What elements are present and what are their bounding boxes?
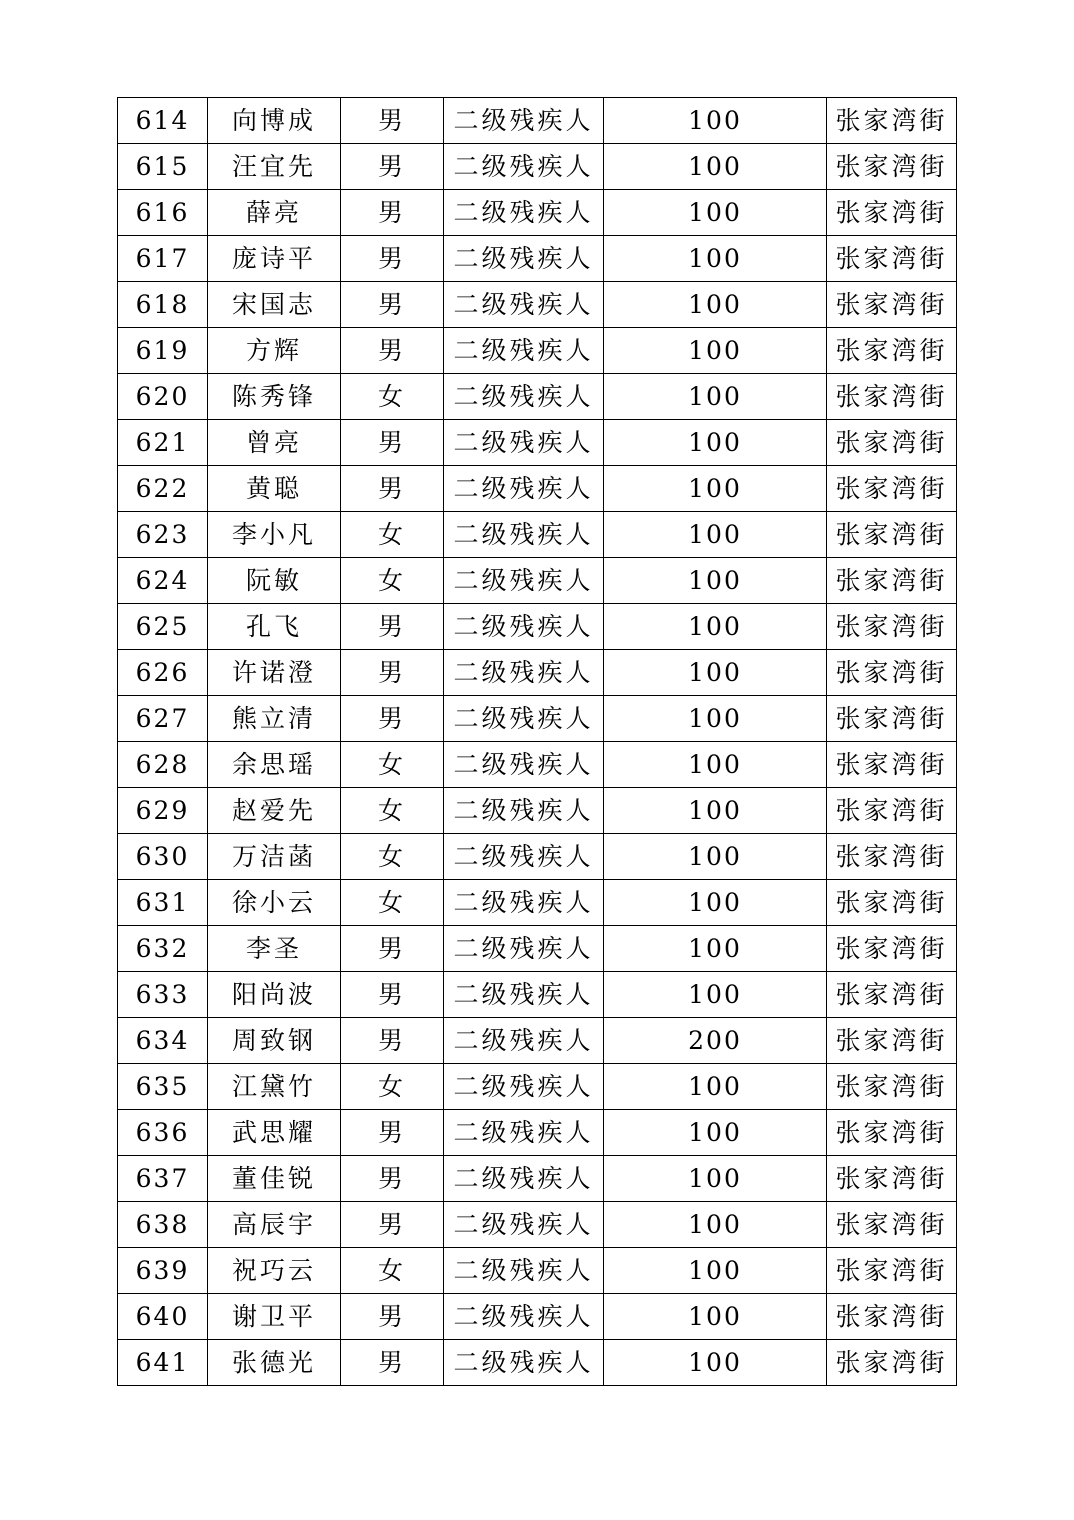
row-number-cell: 629 xyxy=(118,788,208,834)
name-cell: 向博成 xyxy=(208,98,341,144)
name-cell: 祝巧云 xyxy=(208,1248,341,1294)
sex-cell: 女 xyxy=(341,742,444,788)
disability-level-cell: 二级残疾人 xyxy=(444,1156,604,1202)
row-number-cell: 622 xyxy=(118,466,208,512)
disability-level-cell: 二级残疾人 xyxy=(444,1340,604,1386)
sex-cell: 男 xyxy=(341,144,444,190)
sex-cell: 男 xyxy=(341,1340,444,1386)
sex-cell: 男 xyxy=(341,1018,444,1064)
name-cell: 阳尚波 xyxy=(208,972,341,1018)
sex-cell: 女 xyxy=(341,834,444,880)
row-number-cell: 628 xyxy=(118,742,208,788)
sex-cell: 男 xyxy=(341,420,444,466)
name-cell: 方辉 xyxy=(208,328,341,374)
street-cell: 张家湾街 xyxy=(827,558,957,604)
street-cell: 张家湾街 xyxy=(827,1156,957,1202)
name-cell: 万洁菡 xyxy=(208,834,341,880)
disability-level-cell: 二级残疾人 xyxy=(444,282,604,328)
row-number-cell: 639 xyxy=(118,1248,208,1294)
row-number-cell: 615 xyxy=(118,144,208,190)
row-number-cell: 620 xyxy=(118,374,208,420)
sex-cell: 女 xyxy=(341,558,444,604)
disability-level-cell: 二级残疾人 xyxy=(444,834,604,880)
table-row xyxy=(118,1064,957,1110)
sex-cell: 女 xyxy=(341,374,444,420)
street-cell: 张家湾街 xyxy=(827,98,957,144)
sex-cell: 女 xyxy=(341,880,444,926)
sex-cell: 男 xyxy=(341,696,444,742)
disability-level-cell: 二级残疾人 xyxy=(444,328,604,374)
amount-cell: 100 xyxy=(604,420,827,466)
sex-cell: 男 xyxy=(341,604,444,650)
table-row xyxy=(118,742,957,788)
street-cell: 张家湾街 xyxy=(827,1110,957,1156)
sex-cell: 女 xyxy=(341,512,444,558)
table-row xyxy=(118,788,957,834)
amount-cell: 100 xyxy=(604,282,827,328)
name-cell: 阮敏 xyxy=(208,558,341,604)
table-row xyxy=(118,512,957,558)
name-cell: 汪宜先 xyxy=(208,144,341,190)
amount-cell: 100 xyxy=(604,190,827,236)
amount-cell: 100 xyxy=(604,1156,827,1202)
disability-level-cell: 二级残疾人 xyxy=(444,236,604,282)
sex-cell: 男 xyxy=(341,282,444,328)
disability-level-cell: 二级残疾人 xyxy=(444,144,604,190)
table-row xyxy=(118,144,957,190)
table-row xyxy=(118,650,957,696)
disability-level-cell: 二级残疾人 xyxy=(444,880,604,926)
disability-level-cell: 二级残疾人 xyxy=(444,788,604,834)
table-row xyxy=(118,190,957,236)
table-row xyxy=(118,834,957,880)
street-cell: 张家湾街 xyxy=(827,466,957,512)
sex-cell: 男 xyxy=(341,328,444,374)
disability-level-cell: 二级残疾人 xyxy=(444,190,604,236)
street-cell: 张家湾街 xyxy=(827,696,957,742)
amount-cell: 100 xyxy=(604,98,827,144)
table-row xyxy=(118,972,957,1018)
table-row xyxy=(118,236,957,282)
disability-level-cell: 二级残疾人 xyxy=(444,972,604,1018)
amount-cell: 100 xyxy=(604,972,827,1018)
sex-cell: 男 xyxy=(341,972,444,1018)
street-cell: 张家湾街 xyxy=(827,650,957,696)
row-number-cell: 627 xyxy=(118,696,208,742)
table-row xyxy=(118,1018,957,1064)
row-number-cell: 636 xyxy=(118,1110,208,1156)
amount-cell: 100 xyxy=(604,1340,827,1386)
disability-level-cell: 二级残疾人 xyxy=(444,558,604,604)
sex-cell: 男 xyxy=(341,236,444,282)
amount-cell: 100 xyxy=(604,926,827,972)
amount-cell: 100 xyxy=(604,374,827,420)
street-cell: 张家湾街 xyxy=(827,420,957,466)
disability-level-cell: 二级残疾人 xyxy=(444,1294,604,1340)
row-number-cell: 632 xyxy=(118,926,208,972)
street-cell: 张家湾街 xyxy=(827,374,957,420)
amount-cell: 200 xyxy=(604,1018,827,1064)
row-number-cell: 624 xyxy=(118,558,208,604)
table-row xyxy=(118,1248,957,1294)
amount-cell: 100 xyxy=(604,1202,827,1248)
table-row xyxy=(118,98,957,144)
disability-level-cell: 二级残疾人 xyxy=(444,926,604,972)
street-cell: 张家湾街 xyxy=(827,1202,957,1248)
name-cell: 赵爱先 xyxy=(208,788,341,834)
amount-cell: 100 xyxy=(604,834,827,880)
name-cell: 董佳锐 xyxy=(208,1156,341,1202)
name-cell: 庞诗平 xyxy=(208,236,341,282)
name-cell: 武思耀 xyxy=(208,1110,341,1156)
amount-cell: 100 xyxy=(604,650,827,696)
street-cell: 张家湾街 xyxy=(827,604,957,650)
disability-level-cell: 二级残疾人 xyxy=(444,1110,604,1156)
name-cell: 周致钢 xyxy=(208,1018,341,1064)
street-cell: 张家湾街 xyxy=(827,282,957,328)
sex-cell: 男 xyxy=(341,190,444,236)
amount-cell: 100 xyxy=(604,696,827,742)
amount-cell: 100 xyxy=(604,1248,827,1294)
row-number-cell: 633 xyxy=(118,972,208,1018)
row-number-cell: 630 xyxy=(118,834,208,880)
table-row xyxy=(118,328,957,374)
table-row xyxy=(118,558,957,604)
disability-level-cell: 二级残疾人 xyxy=(444,1202,604,1248)
disability-level-cell: 二级残疾人 xyxy=(444,604,604,650)
table-row xyxy=(118,604,957,650)
row-number-cell: 640 xyxy=(118,1294,208,1340)
disability-level-cell: 二级残疾人 xyxy=(444,650,604,696)
row-number-cell: 634 xyxy=(118,1018,208,1064)
name-cell: 张德光 xyxy=(208,1340,341,1386)
table-row xyxy=(118,880,957,926)
street-cell: 张家湾街 xyxy=(827,972,957,1018)
amount-cell: 100 xyxy=(604,558,827,604)
sex-cell: 女 xyxy=(341,788,444,834)
street-cell: 张家湾街 xyxy=(827,1294,957,1340)
row-number-cell: 619 xyxy=(118,328,208,374)
roster-table xyxy=(117,97,957,1386)
name-cell: 余思瑶 xyxy=(208,742,341,788)
amount-cell: 100 xyxy=(604,466,827,512)
amount-cell: 100 xyxy=(604,144,827,190)
table-row xyxy=(118,1202,957,1248)
disability-level-cell: 二级残疾人 xyxy=(444,98,604,144)
amount-cell: 100 xyxy=(604,788,827,834)
table-row xyxy=(118,282,957,328)
row-number-cell: 641 xyxy=(118,1340,208,1386)
street-cell: 张家湾街 xyxy=(827,1018,957,1064)
row-number-cell: 623 xyxy=(118,512,208,558)
table-row xyxy=(118,1340,957,1386)
row-number-cell: 635 xyxy=(118,1064,208,1110)
sex-cell: 男 xyxy=(341,926,444,972)
street-cell: 张家湾街 xyxy=(827,190,957,236)
name-cell: 李小凡 xyxy=(208,512,341,558)
name-cell: 谢卫平 xyxy=(208,1294,341,1340)
amount-cell: 100 xyxy=(604,1110,827,1156)
disability-level-cell: 二级残疾人 xyxy=(444,742,604,788)
amount-cell: 100 xyxy=(604,328,827,374)
name-cell: 曾亮 xyxy=(208,420,341,466)
table-row xyxy=(118,1156,957,1202)
disability-level-cell: 二级残疾人 xyxy=(444,1018,604,1064)
table-row xyxy=(118,696,957,742)
table-row xyxy=(118,466,957,512)
roster-table-body xyxy=(118,98,957,1386)
disability-level-cell: 二级残疾人 xyxy=(444,1248,604,1294)
sex-cell: 男 xyxy=(341,1110,444,1156)
street-cell: 张家湾街 xyxy=(827,236,957,282)
row-number-cell: 637 xyxy=(118,1156,208,1202)
amount-cell: 100 xyxy=(604,1064,827,1110)
disability-level-cell: 二级残疾人 xyxy=(444,1064,604,1110)
street-cell: 张家湾街 xyxy=(827,1340,957,1386)
table-row xyxy=(118,374,957,420)
table-row xyxy=(118,926,957,972)
amount-cell: 100 xyxy=(604,604,827,650)
street-cell: 张家湾街 xyxy=(827,926,957,972)
sex-cell: 男 xyxy=(341,650,444,696)
name-cell: 江黛竹 xyxy=(208,1064,341,1110)
name-cell: 高辰宇 xyxy=(208,1202,341,1248)
amount-cell: 100 xyxy=(604,742,827,788)
name-cell: 陈秀锋 xyxy=(208,374,341,420)
row-number-cell: 626 xyxy=(118,650,208,696)
disability-level-cell: 二级残疾人 xyxy=(444,374,604,420)
name-cell: 许诺澄 xyxy=(208,650,341,696)
street-cell: 张家湾街 xyxy=(827,788,957,834)
street-cell: 张家湾街 xyxy=(827,742,957,788)
name-cell: 徐小云 xyxy=(208,880,341,926)
disability-level-cell: 二级残疾人 xyxy=(444,512,604,558)
street-cell: 张家湾街 xyxy=(827,1064,957,1110)
amount-cell: 100 xyxy=(604,880,827,926)
amount-cell: 100 xyxy=(604,512,827,558)
name-cell: 宋国志 xyxy=(208,282,341,328)
row-number-cell: 625 xyxy=(118,604,208,650)
row-number-cell: 621 xyxy=(118,420,208,466)
street-cell: 张家湾街 xyxy=(827,1248,957,1294)
street-cell: 张家湾街 xyxy=(827,144,957,190)
name-cell: 薛亮 xyxy=(208,190,341,236)
amount-cell: 100 xyxy=(604,236,827,282)
street-cell: 张家湾街 xyxy=(827,880,957,926)
street-cell: 张家湾街 xyxy=(827,512,957,558)
name-cell: 熊立清 xyxy=(208,696,341,742)
row-number-cell: 638 xyxy=(118,1202,208,1248)
row-number-cell: 618 xyxy=(118,282,208,328)
amount-cell: 100 xyxy=(604,1294,827,1340)
sex-cell: 男 xyxy=(341,466,444,512)
sex-cell: 女 xyxy=(341,1248,444,1294)
row-number-cell: 631 xyxy=(118,880,208,926)
disability-level-cell: 二级残疾人 xyxy=(444,696,604,742)
table-row xyxy=(118,420,957,466)
table-row xyxy=(118,1110,957,1156)
sex-cell: 女 xyxy=(341,1064,444,1110)
sex-cell: 男 xyxy=(341,98,444,144)
sex-cell: 男 xyxy=(341,1202,444,1248)
street-cell: 张家湾街 xyxy=(827,328,957,374)
row-number-cell: 614 xyxy=(118,98,208,144)
row-number-cell: 617 xyxy=(118,236,208,282)
table-row xyxy=(118,1294,957,1340)
row-number-cell: 616 xyxy=(118,190,208,236)
disability-level-cell: 二级残疾人 xyxy=(444,466,604,512)
sex-cell: 男 xyxy=(341,1294,444,1340)
sex-cell: 男 xyxy=(341,1156,444,1202)
street-cell: 张家湾街 xyxy=(827,834,957,880)
disability-level-cell: 二级残疾人 xyxy=(444,420,604,466)
name-cell: 黄聪 xyxy=(208,466,341,512)
name-cell: 李圣 xyxy=(208,926,341,972)
name-cell: 孔飞 xyxy=(208,604,341,650)
